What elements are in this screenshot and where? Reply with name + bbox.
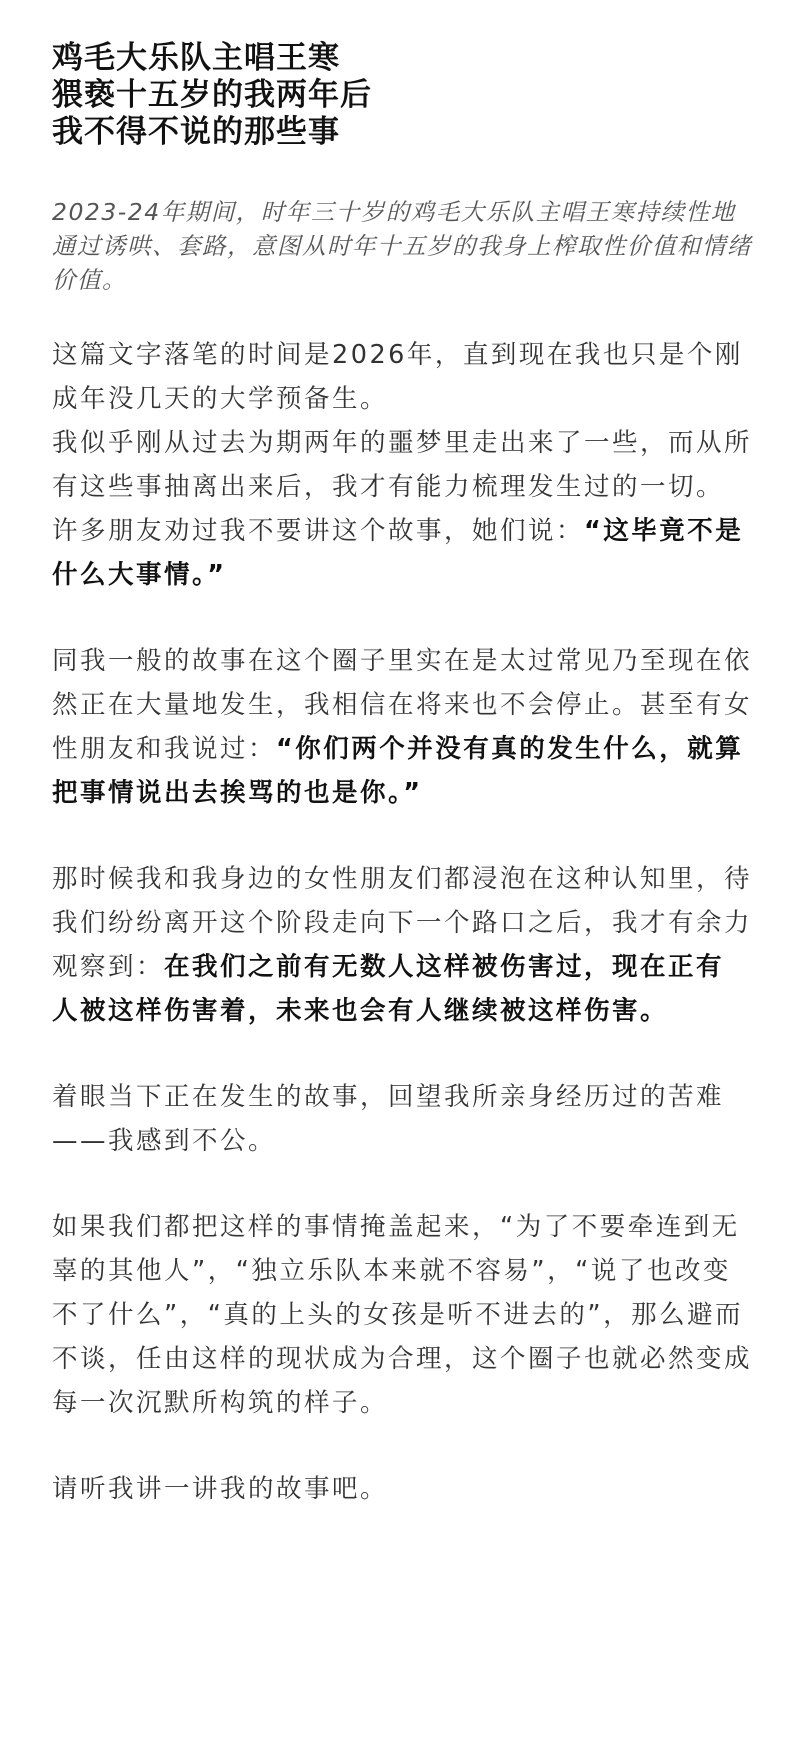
paragraph-1-quote: “这毕竟不是什么大事情。” xyxy=(52,516,744,590)
paragraph-1-sentence-a: 这篇文字落笔的时间是2026年，直到现在我也只是个刚成年没几天的大学预备生。 xyxy=(52,340,743,414)
paragraph-2-body xyxy=(52,639,752,815)
title-line-3: 我不得不说的那些事 xyxy=(52,114,340,150)
paragraph-1 xyxy=(52,333,752,597)
paragraph-2-quote: “你们两个并没有真的发生什么，就算把事情说出去挨骂的也是你。” xyxy=(52,734,744,808)
paragraph-3-body xyxy=(52,857,752,1033)
paragraph-6-body: 请听我讲一讲我的故事吧。 xyxy=(52,1474,389,1504)
paragraph-5-body: 如果我们都把这样的事情掩盖起来，“为了不要牵连到无辜的其他人”，“独立乐队本来就不容易”，“说了也改变不了什么”，“真的上头的女孩是听不进去的”，那么避而不谈，任由这样的现状成为合理，这个圈子也就必然变成每一次沉默所构筑的样子。 xyxy=(52,1212,753,1418)
paragraph-5 xyxy=(52,1205,752,1425)
paragraph-6 xyxy=(52,1467,752,1511)
paragraph-1-sentence-b: 我似乎刚从过去为期两年的噩梦里走出来了一些，而从所有这些事抽离出来后，我才有能力梳理发生过的一切。 xyxy=(52,428,753,502)
article-title xyxy=(52,40,752,151)
paragraph-3 xyxy=(52,857,752,1033)
article xyxy=(52,40,752,1511)
paragraph-1-sentence-c xyxy=(52,509,752,597)
paragraph-3-emphasis: 在我们之前有无数人这样被伤害过，现在正有人被这样伤害着，未来也会有人继续被这样伤害。 xyxy=(52,952,725,1026)
paragraph-2-text: 同我一般的故事在这个圈子里实在是太过常见乃至现在依然正在大量地发生，我相信在将来也不会停止。甚至有女性朋友和我说过： xyxy=(52,646,753,764)
paragraph-1-text: 许多朋友劝过我不要讲这个故事，她们说： xyxy=(52,516,585,546)
paragraph-4-body: 着眼当下正在发生的故事，回望我所亲身经历过的苦难——我感到不公。 xyxy=(52,1082,725,1156)
paragraph-3-text: 那时候我和我身边的女性朋友们都浸泡在这种认知里，待我们纷纷离开这个阶段走向下一个路口之后，我才有余力观察到： xyxy=(52,864,753,982)
paragraph-4 xyxy=(52,1075,752,1163)
title-line-1: 鸡毛大乐队主唱王寒 xyxy=(52,40,340,76)
paragraph-2 xyxy=(52,639,752,815)
title-line-2: 猥亵十五岁的我两年后 xyxy=(52,77,372,113)
intro-paragraph: 2023-24年期间，时年三十岁的鸡毛大乐队主唱王寒持续性地通过诱哄、套路，意图从时年十五岁的我身上榨取性价值和情绪价值。 xyxy=(52,198,752,294)
